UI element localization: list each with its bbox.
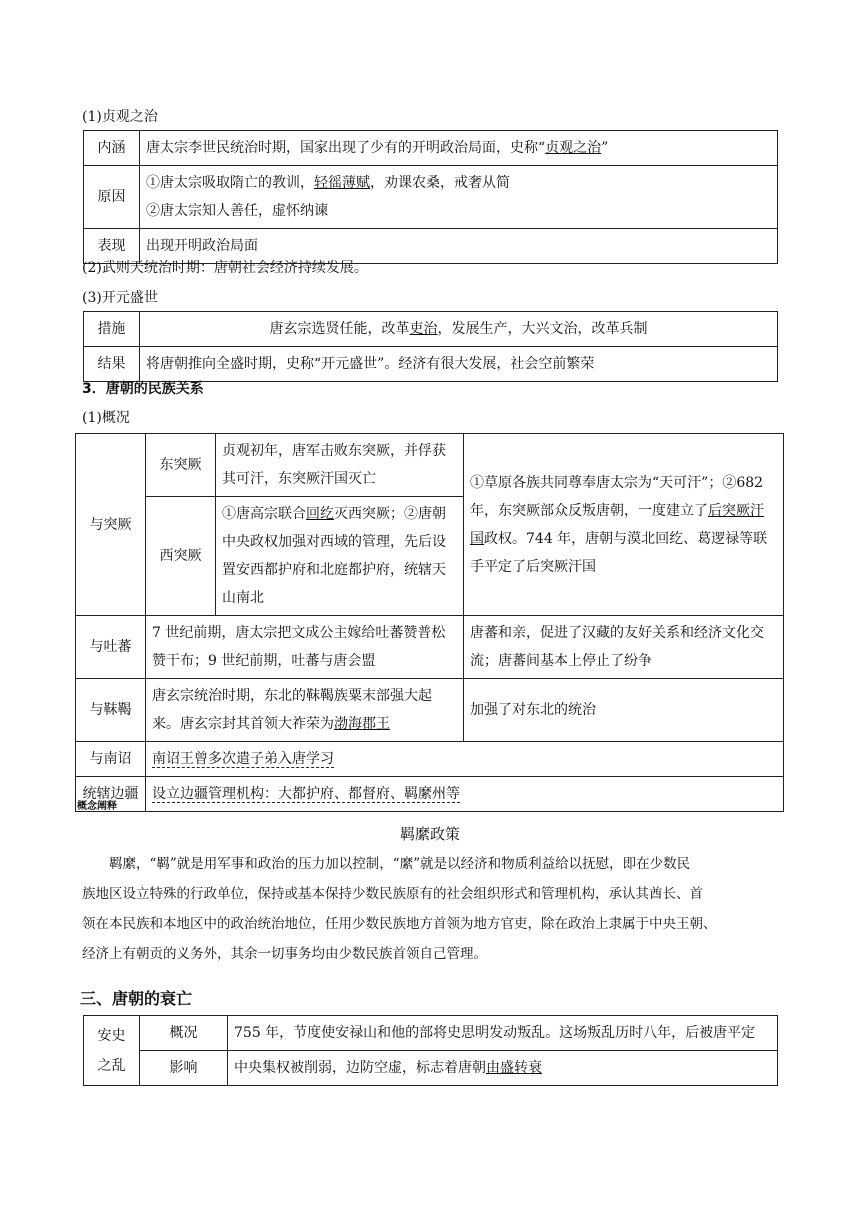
row-label-bianjiang: 统辖边疆 — [76, 777, 146, 812]
row-content: 唐太宗李世民统治时期，国家出现了少有的开明政治局面，史称“贞观之治” — [140, 131, 778, 166]
row-label: 原因 — [84, 166, 140, 229]
row-label: 措施 — [84, 312, 140, 347]
concept-title: 羁縻政策 — [399, 825, 460, 843]
row-content: 唐玄宗选贤任能，改革吏治，发展生产，大兴文治，改革兵制 — [140, 312, 778, 347]
west-tujue-label: 西突厥 — [146, 497, 216, 616]
concept-line: 领在本民族和本地区中的政治统治地位，任用少数民族地方首领为地方官吏，除在政治上隶属于中央王朝、 — [82, 916, 717, 932]
west-tujue-text: ①唐高宗联合回纥灭西突厥；②唐朝中央政权加强对西域的管理，先后设置安西都护府和北庭都护府，统辖天山南北 — [216, 497, 464, 616]
row-content: ①唐太宗吸取隋亡的教训，轻徭薄赋，劝课农桑，戒奢从简 ②唐太宗知人善任，虚怀纳谏 — [140, 166, 778, 229]
row-label-mohe: 与靺鞨 — [76, 679, 146, 742]
section-heading-kaiyuan: (3)开元盛世 — [82, 290, 158, 306]
row-label: 结果 — [84, 347, 140, 382]
row-content: 出现开明政治局面 — [140, 229, 778, 264]
nanzhao-text: 南诏王曾多次遣子弟入唐学习 — [146, 742, 784, 777]
gaikuang-label: 概况 — [140, 1016, 228, 1051]
section-heading-zhenguan: (1)贞观之治 — [82, 109, 158, 125]
yingxiang-text: 中央集权被削弱，边防空虚，标志着唐朝由盛转衰 — [228, 1051, 778, 1086]
row-label: 内涵 — [84, 131, 140, 166]
row-label-tubo: 与吐蕃 — [76, 616, 146, 679]
row-label: 表现 — [84, 229, 140, 264]
row-content: 将唐朝推向全盛时期，史称“开元盛世”。经济有很大发展，社会空前繁荣 — [140, 347, 778, 382]
concept-line: 族地区设立特殊的行政单位，保持或基本保持少数民族原有的社会组织形式和管理机构，承认其酋长、首 — [82, 886, 703, 902]
section-heading-decline: 三、唐朝的衰亡 — [80, 989, 193, 1008]
row-label-anshi: 安史 之乱 — [84, 1016, 140, 1086]
zhenguan-table — [83, 130, 778, 264]
section-heading-minzu: 3．唐朝的民族关系 — [82, 381, 204, 397]
minzu-table — [75, 433, 784, 812]
mohe-result: 加强了对东北的统治 — [464, 679, 784, 742]
gaikuang-text: 755 年，节度使安禄山和他的部将史思明发动叛乱。这场叛乱历时八年，后被唐平定 — [228, 1016, 778, 1051]
concept-line: 羁縻，“羁”就是用军事和政治的压力加以控制，“縻”就是以经济和物质利益给以抚慰，即在少数民 — [109, 856, 691, 872]
tubo-text: 7 世纪前期，唐太宗把文成公主嫁给吐蕃赞普松赞干布；9 世纪前期，吐蕃与唐会盟 — [146, 616, 464, 679]
sub-heading-gaikuang: (1)概况 — [82, 410, 130, 426]
east-tujue-label: 东突厥 — [146, 434, 216, 497]
concept-tag: 概念阐释 — [77, 801, 117, 812]
mohe-text: 唐玄宗统治时期，东北的靺鞨族粟末部强大起来。唐玄宗封其首领大祚荣为渤海郡王 — [146, 679, 464, 742]
tujue-result: ①草原各族共同尊奉唐太宗为“天可汗”；②682 年，东突厥部众反叛唐朝，一度建立了后突厥汗国政权。744 年，唐朝与漠北回纥、葛逻禄等联手平定了后突厥汗国 — [464, 434, 784, 616]
row-label-nanzhao: 与南诏 — [76, 742, 146, 777]
kaiyuan-table — [83, 311, 778, 382]
anshi-table — [83, 1015, 778, 1086]
wuzetian-text: (2)武则天统治时期：唐朝社会经济持续发展。 — [82, 260, 368, 276]
east-tujue-text: 贞观初年，唐军击败东突厥，并俘获其可汗，东突厥汗国灭亡 — [216, 434, 464, 497]
bianjiang-text: 设立边疆管理机构：大都护府、都督府、羁縻州等 — [146, 777, 784, 812]
yingxiang-label: 影响 — [140, 1051, 228, 1086]
row-label-tujue: 与突厥 — [76, 434, 146, 616]
concept-line: 经济上有朝贡的义务外，其余一切事务均由少数民族首领自己管理。 — [82, 946, 487, 962]
tubo-result: 唐蕃和亲，促进了汉藏的友好关系和经济文化交流；唐蕃间基本上停止了纷争 — [464, 616, 784, 679]
concept-body — [82, 849, 782, 969]
